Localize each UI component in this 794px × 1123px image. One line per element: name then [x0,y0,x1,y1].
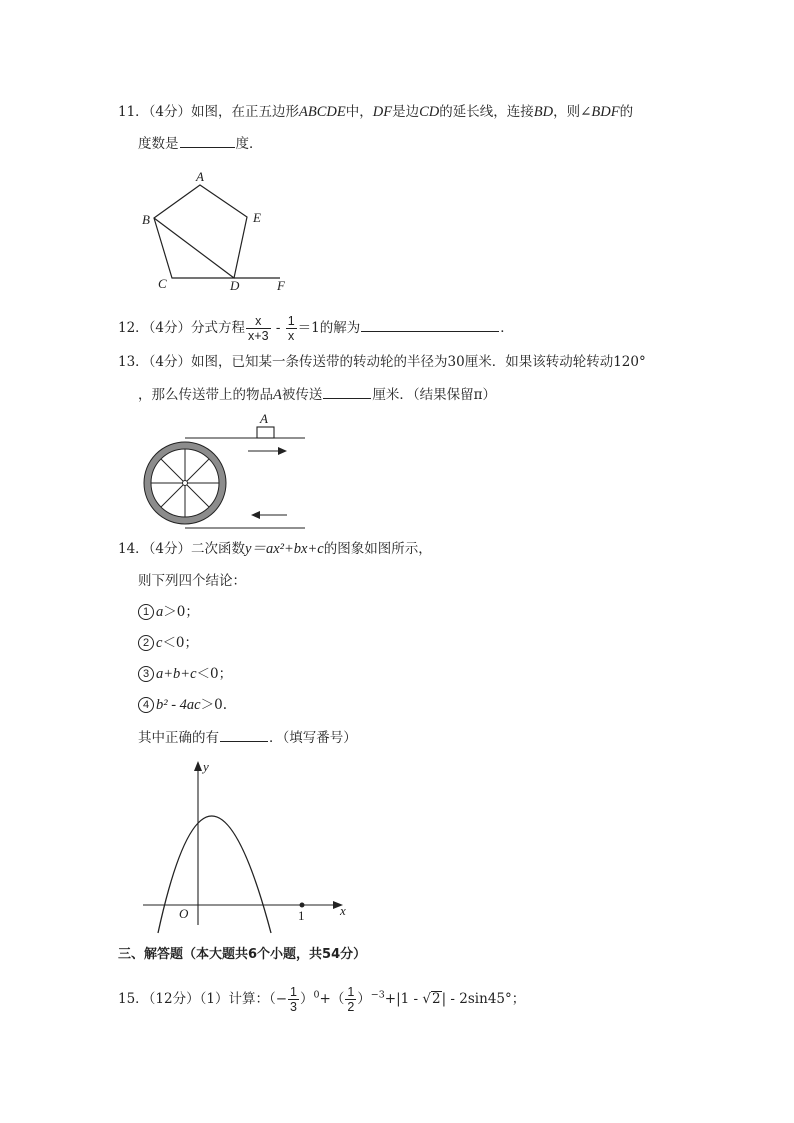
q12-frac2-den: x [288,329,295,343]
circled-number-1: 1 [138,604,154,620]
circled-number-3: 3 [138,666,154,682]
object-box [257,427,274,438]
q11-pentagon-figure [130,165,300,297]
q14-item-rest: ＞0. [200,697,228,713]
q11-line1 [118,102,633,122]
label-d: D [230,278,240,293]
q15-text: ） [299,991,314,1007]
q15-fraction-1 [288,985,299,1014]
section-3-heading: 三、解答题（本大题共6个小题，共54分） [118,947,367,962]
q13-text: 被传送 [281,387,323,403]
q12-frac2-num: 1 [287,314,295,328]
q14-item-2 [138,633,198,653]
q12-fraction-2 [286,314,297,343]
q13-line1: 13．（4分）如图，已知某一条传送带的转动轮的半径为30厘米．如果该转动轮转动120° [118,354,646,370]
q14-item-expr: a+b+c [156,666,197,682]
q15-fraction-2 [345,985,356,1014]
label-y: y [203,759,209,774]
q15-f1-den: 3 [290,1000,297,1014]
q15-text: ） [357,991,371,1007]
q15-f1-num: 1 [290,985,297,999]
label-e: E [253,210,261,225]
q14-item-rest: ＞0； [163,604,199,620]
q14-item-rest: ＜0； [162,635,199,651]
point-x-1 [300,903,305,908]
q12-text: ． [500,320,514,336]
q11-seg-cd: CD [419,104,440,120]
q14-item-expr: b² - 4ac [156,697,201,713]
label-x: x [340,903,346,918]
q11-seg-bd: BD [533,104,554,120]
q13-object-a: A [273,387,282,403]
q14-item-expr: a [156,604,164,620]
q14-parabola-graph [135,755,360,935]
label-f: F [277,278,285,293]
q14-answer-blank[interactable] [220,727,268,742]
q15-f2-num: 1 [347,985,355,999]
q14-line1 [118,539,432,559]
arrow-right-icon [278,447,287,455]
q14-item-3 [138,664,232,684]
q12-fraction-1 [246,314,271,343]
circled-number-2: 2 [138,635,154,651]
q11-text: 的 [619,104,634,120]
pentagon-shape [154,185,247,278]
q14-item-rest: ＜0； [196,666,233,682]
q15-text: 15．（12分）（1）计算：（ [118,991,276,1007]
q13-line2 [138,384,496,405]
q12-answer-blank[interactable] [361,317,499,332]
q11-seg-df: DF [372,104,393,120]
sqrt-icon: √ [422,991,431,1007]
q14-text: 的图象如图所示， [323,541,432,557]
q14-item-1 [138,602,199,622]
q14-item-expr: c [156,635,163,651]
q15-line [118,985,525,1014]
q13-text: 厘米．（结果保留π） [372,387,496,403]
q15-exp-0: 0 [313,989,320,1001]
q11-text: 11．（4分）如图，在正五边形 [118,104,300,120]
q15-radicand: 2 [432,991,441,1007]
q15-exp-neg3: −3 [370,989,385,1001]
q11-angle: BDF [591,104,620,120]
q12-frac1-num: x [246,314,271,329]
q15-text: | - 2sin45°； [441,991,526,1007]
q13-conveyor-figure [135,408,315,533]
label-b: B [142,212,150,227]
q12-line [118,314,514,343]
q14-line-end [138,727,357,748]
q11-pentagon-name: ABCDE [299,104,346,120]
label-one: 1 [298,908,305,923]
q12-text: ＝1的解为 [297,320,361,336]
q12-frac1-den: x+3 [248,329,269,343]
q15-text: +|1 - [384,991,423,1007]
circled-number-4: 4 [138,697,154,713]
q15-text: +（ [319,991,345,1007]
q12-text: 12．（4分）分式方程 [118,320,246,336]
q14-item-4 [138,695,227,715]
segment-bd [154,218,234,278]
y-axis-arrow-icon [194,761,202,771]
q11-line2 [138,133,263,154]
q11-text: 度数是 [138,136,179,152]
q14-text: 其中正确的有 [138,730,219,746]
q14-text: ．（填写番号） [269,730,357,746]
label-a: A [196,169,204,184]
q11-answer-blank[interactable] [180,133,235,148]
q11-text: 的延长线，连接 [439,104,534,120]
q11-text: 度． [235,136,263,152]
q15-f2-den: 2 [347,1000,355,1014]
q13-answer-blank[interactable] [323,384,371,399]
q14-text: 14．（4分）二次函数 [118,541,246,557]
object-label: A [260,411,268,426]
q13-text: ，那么传送带上的物品 [138,387,273,403]
q14-line2: 则下列四个结论： [138,573,246,589]
label-c: C [158,276,167,291]
q14-function: y＝ax²+bx+c [245,541,324,557]
label-o: O [179,906,189,921]
wheel-hub [183,481,188,486]
arrow-left-icon [251,511,260,519]
q11-text: 是边 [392,104,420,120]
parabola-curve [158,816,271,933]
q15-neg: − [275,991,288,1007]
q11-text: 中， [345,104,373,120]
q12-minus: - [271,320,285,336]
q11-text: ，则∠ [553,104,592,120]
